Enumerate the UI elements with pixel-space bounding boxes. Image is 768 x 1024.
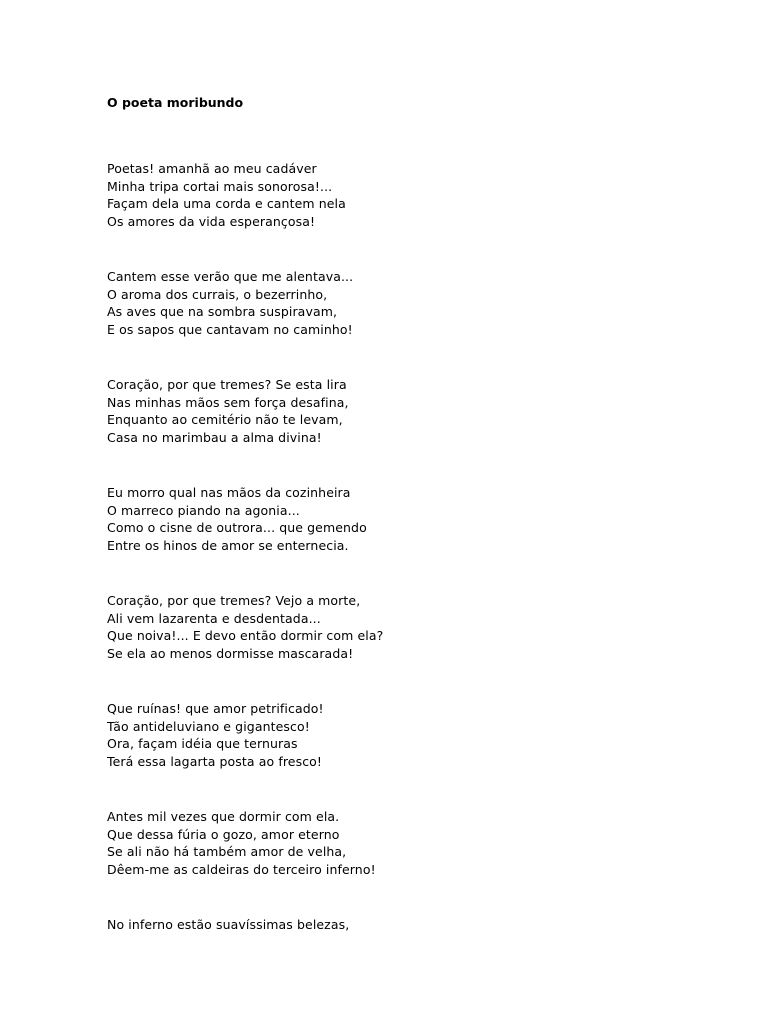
document-page [107,94,727,932]
verse-line: Minha tripa cortai mais sonorosa!... [107,178,333,194]
verse-line: Coração, por que tremes? Se esta lira [107,377,347,392]
verse-line: Entre os hinos de amor se enternecia. [107,537,349,553]
verse-line: Nas minhas mãos sem força desafina, [107,394,349,410]
verse-line: Os amores da vida esperançosa! [107,213,316,229]
verse-line: Como o cisne de outrora... que gemendo [107,520,367,535]
verse-line: Enquanto ao cemitério não te levam, [107,412,343,427]
verse-line: O marreco piando na agonia... [107,502,300,518]
stanza [107,808,376,878]
verse-line: Ali vem lazarenta e desdentada... [107,610,321,626]
verse-line: Casa no marimbau a alma divina! [107,429,322,445]
verse-line: Que noiva!... E devo então dormir com ela? [107,628,384,643]
stanza [107,376,349,446]
stanza [107,268,353,338]
verse-line: As aves que na sombra suspiravam, [107,304,338,319]
verse-line: Se ela ao menos dormisse mascarada! [107,645,354,661]
verse-line: Façam dela uma corda e cantem nela [107,196,346,211]
verse-line: Que ruínas! que amor petrificado! [107,701,324,716]
poem-title: O poeta moribundo [107,95,244,110]
verse-line: O aroma dos currais, o bezerrinho, [107,286,328,302]
verse-line: Se ali não há também amor de velha, [107,844,347,859]
verse-line: Antes mil vezes que dormir com ela. [107,809,340,824]
stanza [107,484,367,554]
verse-line: Terá essa lagarta posta ao fresco! [107,753,323,769]
verse-line: Que dessa fúria o gozo, amor eterno [107,826,340,842]
verse-line: Cantem esse verão que me alentava... [107,269,354,284]
stanza [107,700,324,770]
verse-line: Ora, façam idéia que ternuras [107,736,298,751]
stanza [107,160,346,230]
stanza [107,916,349,934]
stanza [107,592,383,662]
verse-line: Coração, por que tremes? Vejo a morte, [107,593,361,608]
verse-line: Poetas! amanhã ao meu cadáver [107,161,317,176]
verse-line: Eu morro qual nas mãos da cozinheira [107,485,351,500]
verse-line: E os sapos que cantavam no caminho! [107,321,353,337]
verse-line: Dêem-me as caldeiras do terceiro inferno! [107,861,376,877]
verse-line: No inferno estão suavíssimas belezas, [107,917,350,932]
verse-line: Tão antideluviano e gigantesco! [107,718,310,734]
